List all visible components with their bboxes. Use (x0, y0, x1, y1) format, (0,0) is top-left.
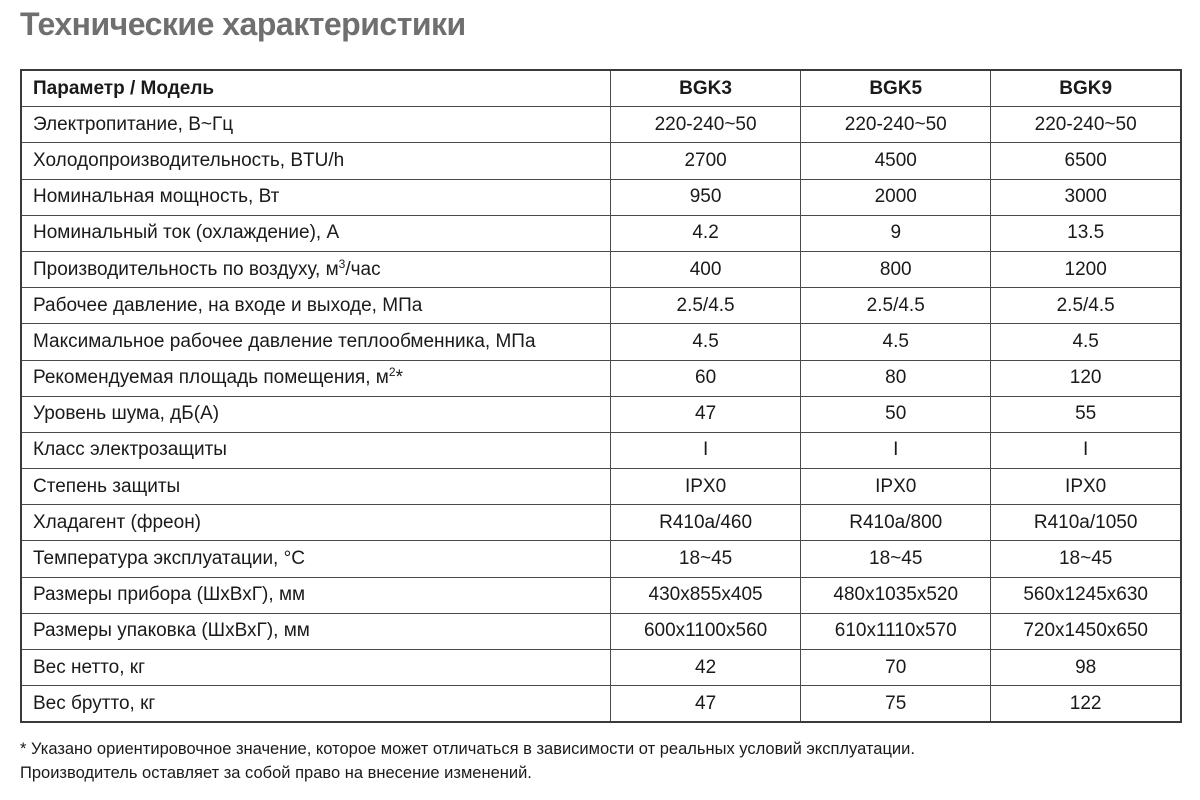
table-row (21, 215, 1181, 251)
row-value: 18~45 (991, 541, 1181, 577)
row-param: Вес брутто, кг (21, 686, 611, 723)
row-value: 6500 (991, 143, 1181, 179)
row-value: 720x1450x650 (991, 613, 1181, 649)
superscript-2: 2 (388, 365, 396, 380)
row-value: 2700 (611, 143, 801, 179)
table-row (21, 251, 1181, 287)
page-title: Технические характеристики (20, 6, 466, 42)
row-value: 60 (611, 360, 801, 396)
row-value: I (991, 432, 1181, 468)
row-value: 50 (801, 396, 991, 432)
footnote-manufacturer-rights: Производитель оставляет за собой право на внесение изменений. (20, 764, 532, 782)
row-value: R410a/460 (611, 505, 801, 541)
row-param: Температура эксплуатации, °С (21, 541, 611, 577)
row-value: 9 (801, 215, 991, 251)
row-value: 4500 (801, 143, 991, 179)
row-value: 800 (801, 251, 991, 287)
row-value: 220-240~50 (611, 107, 801, 143)
row-param: Уровень шума, дБ(А) (21, 396, 611, 432)
specs-table (20, 69, 1182, 723)
row-param (21, 360, 611, 396)
table-row (21, 469, 1181, 505)
row-param: Вес нетто, кг (21, 650, 611, 686)
row-param: Электропитание, В~Гц (21, 107, 611, 143)
row-value: 430x855x405 (611, 577, 801, 613)
row-value: IPX0 (991, 469, 1181, 505)
row-param: Номинальный ток (охлаждение), А (21, 215, 611, 251)
row-param: Размеры прибора (ШхВхГ), мм (21, 577, 611, 613)
table-row (21, 179, 1181, 215)
row-value: 4.5 (611, 324, 801, 360)
footnote-approximate-value: * Указано ориентировочное значение, которое может отличаться в зависимости от реальных условий эксплуатации. (20, 740, 915, 758)
row-value: 120 (991, 360, 1181, 396)
row-value: 220-240~50 (801, 107, 991, 143)
table-row (21, 432, 1181, 468)
row-param: Максимальное рабочее давление теплообменника, МПа (21, 324, 611, 360)
row-value: IPX0 (611, 469, 801, 505)
table-row (21, 650, 1181, 686)
row-param-text: Производительность по воздуху, м (33, 258, 339, 280)
row-value: 3000 (991, 179, 1181, 215)
row-value: 4.5 (801, 324, 991, 360)
row-param: Размеры упаковка (ШхВхГ), мм (21, 613, 611, 649)
table-row (21, 324, 1181, 360)
row-value: 80 (801, 360, 991, 396)
table-header-row (21, 70, 1181, 107)
row-value: 75 (801, 686, 991, 723)
superscript-3: 3 (338, 256, 346, 271)
row-value: 600x1100x560 (611, 613, 801, 649)
table-row (21, 107, 1181, 143)
row-value: 70 (801, 650, 991, 686)
row-value: 47 (611, 686, 801, 723)
row-param-text: Рекомендуемая площадь помещения, м (33, 367, 389, 389)
row-param-suffix: * (395, 367, 403, 389)
row-param-suffix: /час (345, 258, 381, 280)
table-row (21, 577, 1181, 613)
row-value: 4.2 (611, 215, 801, 251)
row-value: 18~45 (801, 541, 991, 577)
row-value: 98 (991, 650, 1181, 686)
row-value: 13.5 (991, 215, 1181, 251)
row-param: Класс электрозащиты (21, 432, 611, 468)
row-value: 2.5/4.5 (991, 288, 1181, 324)
row-value: 4.5 (991, 324, 1181, 360)
row-value: IPX0 (801, 469, 991, 505)
table-row (21, 143, 1181, 179)
row-value: 47 (611, 396, 801, 432)
row-value: I (801, 432, 991, 468)
row-value: R410a/800 (801, 505, 991, 541)
header-model-bgk9: BGK9 (991, 70, 1181, 107)
row-value: 2000 (801, 179, 991, 215)
table-row (21, 288, 1181, 324)
row-value: R410a/1050 (991, 505, 1181, 541)
row-param: Хладагент (фреон) (21, 505, 611, 541)
table-row (21, 396, 1181, 432)
row-value: 2.5/4.5 (801, 288, 991, 324)
row-value: I (611, 432, 801, 468)
row-value: 55 (991, 396, 1181, 432)
row-value: 220-240~50 (991, 107, 1181, 143)
row-value: 560x1245x630 (991, 577, 1181, 613)
row-value: 122 (991, 686, 1181, 723)
table-row (21, 613, 1181, 649)
table-body (21, 107, 1181, 723)
row-param: Холодопроизводительность, BTU/h (21, 143, 611, 179)
header-model-bgk3: BGK3 (611, 70, 801, 107)
row-value: 18~45 (611, 541, 801, 577)
row-value: 480x1035x520 (801, 577, 991, 613)
row-value: 42 (611, 650, 801, 686)
row-param: Рабочее давление, на входе и выходе, МПа (21, 288, 611, 324)
row-value: 400 (611, 251, 801, 287)
header-model-bgk5: BGK5 (801, 70, 991, 107)
row-value: 2.5/4.5 (611, 288, 801, 324)
header-param-cell: Параметр / Модель (21, 70, 611, 107)
row-param: Степень защиты (21, 469, 611, 505)
footnotes (20, 737, 915, 785)
table-row (21, 686, 1181, 723)
table-row (21, 541, 1181, 577)
row-value: 950 (611, 179, 801, 215)
table-row (21, 505, 1181, 541)
table-row (21, 360, 1181, 396)
row-value: 610x1110x570 (801, 613, 991, 649)
row-param (21, 251, 611, 287)
row-value: 1200 (991, 251, 1181, 287)
row-param: Номинальная мощность, Вт (21, 179, 611, 215)
